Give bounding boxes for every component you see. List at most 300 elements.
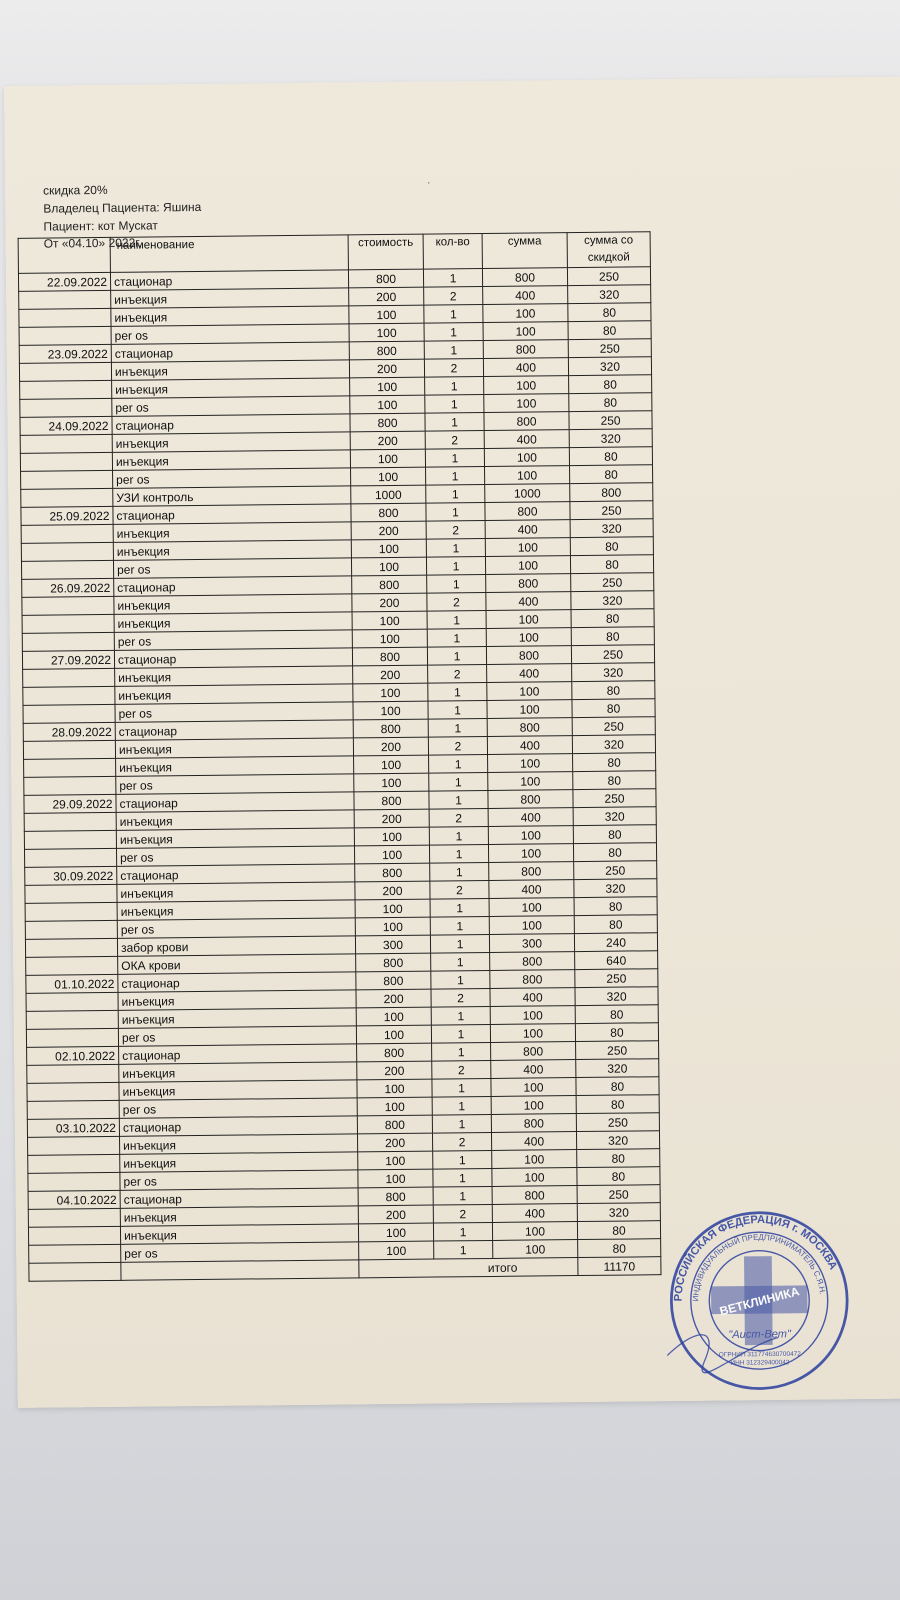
row-discounted-sum: 240 xyxy=(574,933,657,952)
row-discounted-sum: 250 xyxy=(571,645,654,664)
row-discounted-sum: 80 xyxy=(572,681,655,700)
row-qty: 1 xyxy=(426,502,485,521)
row-discounted-sum: 80 xyxy=(571,627,654,646)
row-price: 200 xyxy=(350,431,425,450)
row-sum: 400 xyxy=(487,736,572,755)
row-date xyxy=(21,470,113,489)
row-sum: 100 xyxy=(488,772,573,791)
row-date xyxy=(21,560,113,579)
row-discounted-sum: 250 xyxy=(574,861,657,880)
row-name: инъекция xyxy=(116,756,354,776)
row-price: 100 xyxy=(356,1007,431,1026)
row-name: УЗИ контроль xyxy=(113,486,351,506)
column-header-name: наименование xyxy=(110,235,348,272)
row-discounted-sum: 80 xyxy=(569,393,652,412)
discount-note: скидка 20% xyxy=(43,182,108,198)
row-name: инъекция xyxy=(118,990,356,1010)
row-qty: 1 xyxy=(424,304,483,323)
row-price: 800 xyxy=(351,503,426,522)
row-date xyxy=(20,380,112,399)
row-sum: 100 xyxy=(483,304,568,323)
row-name: забор крови xyxy=(117,936,355,956)
row-name: инъекция xyxy=(112,450,350,470)
row-sum: 100 xyxy=(492,1150,577,1169)
row-name: per os xyxy=(119,1098,357,1118)
row-price: 100 xyxy=(353,701,428,720)
row-discounted-sum: 80 xyxy=(569,447,652,466)
row-discounted-sum: 80 xyxy=(568,321,651,340)
row-discounted-sum: 320 xyxy=(570,519,653,538)
row-sum: 100 xyxy=(489,916,574,935)
row-discounted-sum: 250 xyxy=(570,501,653,520)
row-price: 800 xyxy=(348,269,423,288)
total-label: итого xyxy=(359,1258,578,1278)
row-qty: 1 xyxy=(427,628,486,647)
row-sum: 400 xyxy=(483,358,568,377)
row-date xyxy=(25,920,117,939)
row-name: per os xyxy=(116,846,354,866)
row-qty: 1 xyxy=(426,556,485,575)
row-sum: 800 xyxy=(486,646,571,665)
row-sum: 100 xyxy=(491,1096,576,1115)
row-price: 100 xyxy=(354,773,429,792)
row-qty: 1 xyxy=(426,484,485,503)
row-price: 200 xyxy=(352,593,427,612)
row-qty: 1 xyxy=(427,610,486,629)
row-name: стационар xyxy=(112,414,350,434)
patient-line: Пациент: кот Мускат xyxy=(43,218,158,234)
row-name: инъекция xyxy=(111,360,349,380)
row-date xyxy=(28,1136,120,1155)
row-name: ОКА крови xyxy=(118,954,356,974)
row-sum: 100 xyxy=(493,1240,578,1259)
row-date xyxy=(26,992,118,1011)
row-qty: 1 xyxy=(433,1168,492,1187)
row-price: 800 xyxy=(356,953,431,972)
row-date: 03.10.2022 xyxy=(27,1118,119,1137)
row-price: 800 xyxy=(357,1043,432,1062)
row-price: 100 xyxy=(352,611,427,630)
row-qty: 2 xyxy=(430,880,489,899)
row-price: 800 xyxy=(358,1187,433,1206)
row-date: 02.10.2022 xyxy=(27,1046,119,1065)
row-date xyxy=(28,1208,120,1227)
row-name: per os xyxy=(121,1242,359,1262)
row-sum: 800 xyxy=(486,574,571,593)
row-name: инъекция xyxy=(114,594,352,614)
column-header-date xyxy=(18,237,110,273)
row-sum: 400 xyxy=(483,286,568,305)
row-qty: 1 xyxy=(430,862,489,881)
row-discounted-sum: 80 xyxy=(573,771,656,790)
row-sum: 800 xyxy=(485,502,570,521)
row-sum: 100 xyxy=(489,898,574,917)
row-date: 27.09.2022 xyxy=(22,650,114,669)
row-sum: 400 xyxy=(486,592,571,611)
row-discounted-sum: 80 xyxy=(578,1239,661,1258)
row-name: per os xyxy=(113,558,351,578)
row-sum: 100 xyxy=(491,1078,576,1097)
row-name: стационар xyxy=(114,648,352,668)
row-discounted-sum: 250 xyxy=(567,267,650,286)
row-qty: 1 xyxy=(427,574,486,593)
row-name: per os xyxy=(114,630,352,650)
stamp-inn: ИНН 312329400042 xyxy=(730,1359,790,1367)
row-qty: 2 xyxy=(427,592,486,611)
row-sum: 100 xyxy=(488,844,573,863)
row-qty: 2 xyxy=(425,430,484,449)
row-discounted-sum: 320 xyxy=(573,807,656,826)
row-name: инъекция xyxy=(120,1152,358,1172)
row-price: 100 xyxy=(350,395,425,414)
row-qty: 1 xyxy=(425,394,484,413)
row-sum: 800 xyxy=(488,790,573,809)
row-name: стационар xyxy=(116,792,354,812)
row-discounted-sum: 80 xyxy=(573,843,656,862)
row-sum: 800 xyxy=(491,1114,576,1133)
row-name: per os xyxy=(112,396,350,416)
row-date: 26.09.2022 xyxy=(22,578,114,597)
row-price: 100 xyxy=(356,1025,431,1044)
row-discounted-sum: 80 xyxy=(570,537,653,556)
row-qty: 2 xyxy=(432,1060,491,1079)
row-discounted-sum: 250 xyxy=(576,1041,659,1060)
row-price: 1000 xyxy=(351,485,426,504)
row-price: 200 xyxy=(355,881,430,900)
row-price: 800 xyxy=(352,647,427,666)
row-price: 200 xyxy=(354,809,429,828)
row-qty: 1 xyxy=(432,1096,491,1115)
row-discounted-sum: 320 xyxy=(572,735,655,754)
column-header-price: стоимость xyxy=(348,234,423,270)
row-name: инъекция xyxy=(113,522,351,542)
row-date xyxy=(19,308,111,327)
row-qty: 1 xyxy=(433,1150,492,1169)
row-name: per os xyxy=(117,918,355,938)
table-body xyxy=(18,267,660,1264)
row-sum: 400 xyxy=(491,1132,576,1151)
row-price: 200 xyxy=(351,521,426,540)
row-discounted-sum: 320 xyxy=(576,1131,659,1150)
row-qty: 1 xyxy=(430,934,489,953)
row-name: инъекция xyxy=(111,306,349,326)
date-line: От «04.10» 2022г. xyxy=(43,235,142,251)
row-date xyxy=(29,1244,121,1263)
row-name: стационар xyxy=(119,1116,357,1136)
row-name: стационар xyxy=(111,342,349,362)
row-qty: 2 xyxy=(428,664,487,683)
row-name: стационар xyxy=(120,1188,358,1208)
row-sum: 100 xyxy=(490,1006,575,1025)
row-price: 100 xyxy=(352,629,427,648)
row-qty: 2 xyxy=(429,808,488,827)
row-discounted-sum: 80 xyxy=(570,555,653,574)
row-qty: 1 xyxy=(433,1186,492,1205)
row-name: инъекция xyxy=(116,828,354,848)
row-price: 200 xyxy=(353,665,428,684)
row-date xyxy=(26,956,118,975)
column-header-qty: кол-во xyxy=(423,234,482,270)
row-sum: 400 xyxy=(485,520,570,539)
row-date xyxy=(24,848,116,867)
row-qty: 1 xyxy=(427,646,486,665)
row-discounted-sum: 250 xyxy=(575,969,658,988)
clinic-stamp xyxy=(666,1207,853,1394)
row-date xyxy=(21,488,113,507)
total-value: 11170 xyxy=(578,1257,661,1276)
row-price: 200 xyxy=(353,737,428,756)
row-price: 800 xyxy=(350,413,425,432)
row-name: инъекция xyxy=(117,900,355,920)
row-price: 100 xyxy=(351,539,426,558)
row-qty: 1 xyxy=(429,826,488,845)
row-sum: 100 xyxy=(485,556,570,575)
row-qty: 2 xyxy=(426,520,485,539)
row-price: 100 xyxy=(349,305,424,324)
row-name: per os xyxy=(113,468,351,488)
row-discounted-sum: 80 xyxy=(571,609,654,628)
row-price: 100 xyxy=(355,917,430,936)
column-header-discounted xyxy=(567,232,650,268)
row-discounted-sum: 320 xyxy=(568,357,651,376)
row-qty: 2 xyxy=(433,1204,492,1223)
row-sum: 100 xyxy=(490,1024,575,1043)
stamp-ring-text: РОССИЙСКАЯ ФЕДЕРАЦИЯ г. МОСКВА xyxy=(672,1213,840,1302)
row-qty: 1 xyxy=(423,268,482,287)
row-name: инъекция xyxy=(120,1224,358,1244)
row-name: инъекция xyxy=(112,378,350,398)
row-price: 200 xyxy=(358,1205,433,1224)
stamp-brand: "Аист-Вет" xyxy=(728,1328,791,1341)
row-date xyxy=(19,290,111,309)
row-discounted-sum: 320 xyxy=(576,1059,659,1078)
row-name: инъекция xyxy=(115,666,353,686)
row-price: 800 xyxy=(356,971,431,990)
row-qty: 2 xyxy=(424,358,483,377)
row-name: стационар xyxy=(118,972,356,992)
row-sum: 800 xyxy=(491,1042,576,1061)
row-discounted-sum: 250 xyxy=(571,573,654,592)
row-price: 100 xyxy=(358,1169,433,1188)
row-date: 29.09.2022 xyxy=(24,794,116,813)
row-name: инъекция xyxy=(115,738,353,758)
row-name: инъекция xyxy=(120,1206,358,1226)
row-price: 200 xyxy=(357,1061,432,1080)
row-date xyxy=(22,632,114,651)
row-sum: 100 xyxy=(485,538,570,557)
row-name: инъекция xyxy=(119,1062,357,1082)
row-date xyxy=(24,776,116,795)
row-price: 800 xyxy=(352,575,427,594)
row-qty: 1 xyxy=(431,952,490,971)
row-price: 200 xyxy=(349,359,424,378)
row-qty: 1 xyxy=(430,916,489,935)
row-date xyxy=(23,686,115,705)
row-date xyxy=(27,1082,119,1101)
row-qty: 1 xyxy=(433,1222,492,1241)
row-date: 01.10.2022 xyxy=(26,974,118,993)
row-date xyxy=(22,614,114,633)
row-discounted-sum: 80 xyxy=(570,465,653,484)
row-price: 800 xyxy=(353,719,428,738)
row-date xyxy=(26,1010,118,1029)
row-discounted-sum: 80 xyxy=(568,303,651,322)
row-price: 200 xyxy=(357,1133,432,1152)
row-sum: 800 xyxy=(482,268,567,287)
row-name: инъекция xyxy=(111,288,349,308)
row-price: 100 xyxy=(351,467,426,486)
row-qty: 1 xyxy=(432,1042,491,1061)
row-name: инъекция xyxy=(114,612,352,632)
row-price: 200 xyxy=(356,989,431,1008)
row-sum: 400 xyxy=(484,430,569,449)
row-qty: 1 xyxy=(426,466,485,485)
row-sum: 100 xyxy=(484,448,569,467)
row-discounted-sum: 250 xyxy=(577,1185,660,1204)
row-price: 800 xyxy=(349,341,424,360)
row-date xyxy=(23,704,115,723)
row-sum: 800 xyxy=(492,1186,577,1205)
row-name: инъекция xyxy=(119,1080,357,1100)
row-qty: 1 xyxy=(429,790,488,809)
row-discounted-sum: 80 xyxy=(576,1095,659,1114)
row-name: инъекция xyxy=(118,1008,356,1028)
row-discounted-sum: 320 xyxy=(568,285,651,304)
row-discounted-sum: 320 xyxy=(574,879,657,898)
row-name: инъекция xyxy=(115,684,353,704)
row-sum: 100 xyxy=(483,322,568,341)
row-date: 23.09.2022 xyxy=(19,344,111,363)
row-name: инъекция xyxy=(116,810,354,830)
row-date xyxy=(27,1064,119,1083)
row-price: 200 xyxy=(349,287,424,306)
row-date xyxy=(25,938,117,957)
row-qty: 1 xyxy=(429,772,488,791)
row-discounted-sum: 80 xyxy=(575,1023,658,1042)
row-name: инъекция xyxy=(120,1134,358,1154)
row-price: 100 xyxy=(350,449,425,468)
row-price: 100 xyxy=(357,1079,432,1098)
row-discounted-sum: 320 xyxy=(575,987,658,1006)
row-qty: 1 xyxy=(431,1006,490,1025)
row-price: 800 xyxy=(357,1115,432,1134)
row-name: стационар xyxy=(115,720,353,740)
row-discounted-sum: 80 xyxy=(577,1221,660,1240)
row-date xyxy=(21,524,113,543)
row-sum: 300 xyxy=(489,934,574,953)
row-sum: 100 xyxy=(486,628,571,647)
row-qty: 1 xyxy=(429,844,488,863)
row-date xyxy=(19,362,111,381)
row-price: 100 xyxy=(358,1151,433,1170)
row-qty: 1 xyxy=(428,718,487,737)
row-sum: 800 xyxy=(490,970,575,989)
row-discounted-sum: 80 xyxy=(577,1167,660,1186)
row-date xyxy=(20,452,112,471)
row-sum: 100 xyxy=(484,376,569,395)
row-qty: 2 xyxy=(432,1132,491,1151)
owner-line: Владелец Пациента: Яшина xyxy=(43,199,202,216)
row-discounted-sum: 80 xyxy=(573,753,656,772)
row-sum: 100 xyxy=(488,754,573,773)
row-date: 28.09.2022 xyxy=(23,722,115,741)
row-discounted-sum: 320 xyxy=(571,591,654,610)
row-name: per os xyxy=(120,1170,358,1190)
row-date xyxy=(24,830,116,849)
row-date xyxy=(20,398,112,417)
row-discounted-sum: 320 xyxy=(569,429,652,448)
row-date xyxy=(20,434,112,453)
row-price: 100 xyxy=(357,1097,432,1116)
row-date xyxy=(28,1154,120,1173)
row-price: 800 xyxy=(355,863,430,882)
row-date xyxy=(25,884,117,903)
row-qty: 1 xyxy=(425,448,484,467)
row-date xyxy=(22,596,114,615)
row-date xyxy=(19,326,111,345)
row-date: 30.09.2022 xyxy=(25,866,117,885)
row-qty: 2 xyxy=(428,736,487,755)
row-price: 100 xyxy=(354,845,429,864)
row-date xyxy=(23,740,115,759)
row-date: 24.09.2022 xyxy=(20,416,112,435)
row-sum: 100 xyxy=(487,700,572,719)
row-qty: 1 xyxy=(424,322,483,341)
row-date: 04.10.2022 xyxy=(28,1190,120,1209)
row-discounted-sum: 800 xyxy=(570,483,653,502)
row-sum: 100 xyxy=(485,466,570,485)
row-name: инъекция xyxy=(117,882,355,902)
row-price: 100 xyxy=(358,1223,433,1242)
row-name: per os xyxy=(111,324,349,344)
row-name: стационар xyxy=(110,270,348,290)
row-sum: 100 xyxy=(492,1168,577,1187)
row-qty: 1 xyxy=(430,898,489,917)
row-price: 100 xyxy=(353,683,428,702)
row-sum: 800 xyxy=(484,412,569,431)
row-sum: 400 xyxy=(488,808,573,827)
row-qty: 1 xyxy=(425,376,484,395)
row-discounted-sum: 80 xyxy=(572,699,655,718)
row-sum: 400 xyxy=(490,988,575,1007)
row-price: 800 xyxy=(354,791,429,810)
row-date: 25.09.2022 xyxy=(21,506,113,525)
row-qty: 1 xyxy=(428,700,487,719)
row-sum: 400 xyxy=(487,664,572,683)
row-qty: 1 xyxy=(426,538,485,557)
row-discounted-sum: 80 xyxy=(576,1077,659,1096)
row-name: per os xyxy=(115,702,353,722)
row-date xyxy=(21,542,113,561)
row-discounted-sum: 250 xyxy=(568,339,651,358)
row-discounted-sum: 250 xyxy=(569,411,652,430)
row-qty: 1 xyxy=(429,754,488,773)
row-sum: 100 xyxy=(492,1222,577,1241)
row-date xyxy=(28,1172,120,1191)
stamp-inner-ring-text: ИНДИВИДУАЛЬНЫЙ ПРЕДПРИНИМАТЕЛЬ С.Я.Н. xyxy=(691,1232,827,1302)
row-name: per os xyxy=(118,1026,356,1046)
row-qty: 1 xyxy=(425,412,484,431)
row-qty: 1 xyxy=(432,1114,491,1133)
row-sum: 400 xyxy=(491,1060,576,1079)
invoice-paper: · скидка 20% Владелец Пациента: Яшина Пациент: кот Мускат От «04.10» 2022г. наименование стоимость кол-во сумма сумма со скидкой 22.09.2022 стационар 800 1 800 250 инъекция 200 2 400 320 инъекция 100 1 100 80 per os 100 1 100 80 23.09.2022 стационар 800 1 800 250 инъекция 200 2 400 320 инъекция 100 1 100 80 per os 100 1 100 80 24.09.2022 стационар 800 1 800 250 инъекция 200 2 400 320 инъекция 100 1 100 80 per os 100 1 100 80 УЗИ контроль 1000 1 1000 800 25.09.2022 стационар 800 1 800 250 инъекция 200 2 400 320 инъекция 100 1 100 80 per os 100 1 100 80 26.09.2022 стационар 800 1 800 250 инъекция 200 2 400 320 инъекция 100 1 100 80 per os 100 1 100 80 27.09.2022 стационар 800 1 800 250 инъекция 200 2 400 320 инъекция 100 1 100 80 per os 100 1 100 80 28.09.2022 стационар 800 1 800 250 инъекция 200 2 400 320 инъекция 100 1 100 80 per os 100 1 100 80 29.09.2022 стационар 800 1 800 250 инъекция 200 2 400 320 инъекция 100 1 100 80 per os 100 1 100 80 30.09.2022 стационар 800 1 800 250 инъекция 200 2 400 320 инъекция 100 1 100 80 per os 100 1 100 80 забор крови 300 1 300 240 ОКА крови 800 1 800 640 01.10.2022 стационар 800 1 800 250 инъекция 200 2 400 320 инъекция 100 1 100 80 per os 100 1 100 80 02.10.2022 стационар 800 1 800 250 инъекция 200 2 400 320 инъекция 100 1 100 80 per os 100 1 100 80 03.10.2022 стационар 800 1 800 250 инъекция 200 2 400 320 инъекция 100 1 100 80 per os 100 1 100 80 04.10.2022 стационар 800 1 800 250 инъекция 200 2 400 320 инъекция 100 1 100 80 per os 100 1 100 80 итого 11170 РОССИЙСКАЯ ФЕДЕРАЦИЯ г. МОСКВА ИНДИВИДУАЛЬНЫЙ ПРЕДПРИНИМАТЕЛЬ С.Я.Н. ВЕТКЛИНИКА "Аист-Вет" ОГРНИП 311774630700472 ИНН 312329400042 xyxy=(4,77,900,1408)
row-name: стационар xyxy=(117,864,355,884)
column-header-sum: сумма xyxy=(482,233,567,269)
row-price: 100 xyxy=(351,557,426,576)
row-sum: 800 xyxy=(487,718,572,737)
row-name: стационар xyxy=(114,576,352,596)
row-discounted-sum: 80 xyxy=(575,1005,658,1024)
